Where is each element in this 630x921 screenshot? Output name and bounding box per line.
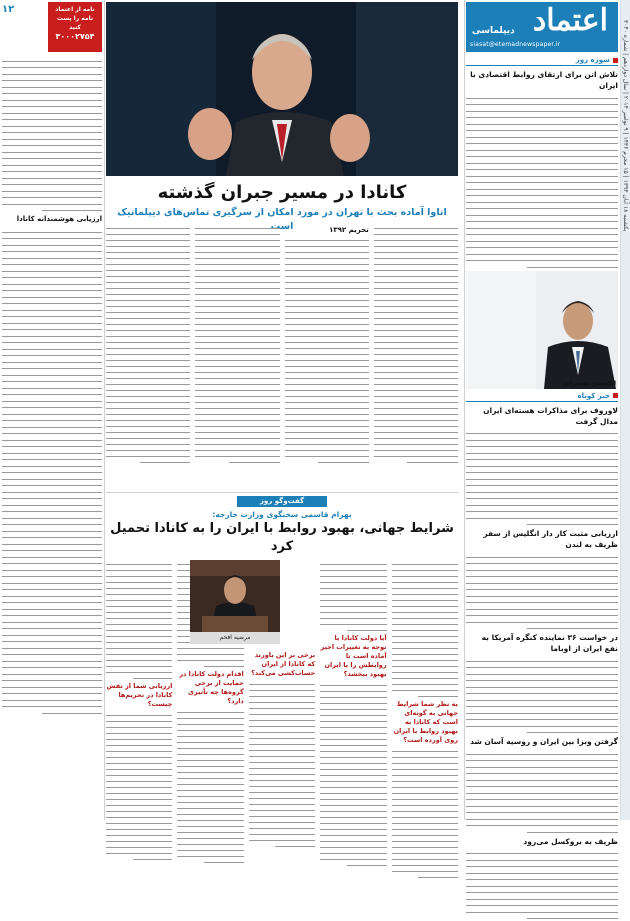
newspaper-logo: اعتماد (532, 3, 608, 38)
article-column (106, 224, 190, 465)
dateline-strip (620, 0, 630, 820)
interview-tag: گفت‌وگو روز (237, 496, 327, 507)
body-text (392, 747, 458, 878)
badge-line: نامه را پست کنید (56, 15, 94, 31)
section-name: دیپلماسی (472, 26, 515, 36)
lead-headline: تلاش اتن برای ارتقای روابط اقتصادی با ایران (470, 70, 618, 90)
dateline: یکشنبه ۱۸ آبان ۱۳۹۳ | ۱۵ محرم ۱۴۳۶ | ۹ نوامبر ۲۰۱۴ | سال دوازدهم | شماره ۳۰۴۰ (622, 20, 629, 232)
column-label: سوژه روز (466, 56, 618, 66)
body-text (466, 656, 618, 733)
interview-photo (190, 560, 280, 632)
body-text (285, 236, 369, 463)
interview-kicker: بهرام قاسمی سخنگوی وزارت خارجه: (212, 510, 352, 519)
badge-number: ۳۰۰۰۲۷۵۴ (55, 32, 95, 41)
interview-question: ارزیابی شما از نقش کانادا در تحریم‌ها چیست؟ (106, 682, 173, 708)
article-column (374, 224, 458, 465)
interview-columns (106, 560, 458, 880)
news-headline: ارزیابی مثبت کار دار انگلیس از سفر ظریف به لندن (483, 529, 618, 549)
subheading: تحریم ۱۳۹۲ (329, 226, 369, 234)
body-text (392, 560, 458, 697)
masthead (466, 2, 618, 52)
body-text (374, 224, 458, 463)
interview-section (106, 496, 458, 845)
body-text (466, 429, 618, 526)
column-divider (104, 0, 105, 820)
body-text (466, 849, 618, 920)
section-divider (106, 492, 458, 493)
portrait-photo (466, 271, 618, 389)
news-headline: لاوروف برای مذاکرات هسته‌ای ایران مدال گرفت (483, 405, 618, 426)
portrait-caption: الکسیس تسیپراس (561, 379, 616, 387)
red-square-icon (613, 58, 618, 63)
body-text (320, 560, 386, 631)
main-subtitle: اتاوا آماده بحث با تهران در مورد امکان از سرگیری تماس‌های دیپلماتیک است (117, 207, 447, 232)
portrait-illustration (466, 271, 618, 389)
spokesperson-illustration (190, 560, 280, 632)
minister-illustration (106, 2, 458, 176)
column-divider (464, 0, 465, 820)
article-column (195, 224, 279, 465)
left-column (2, 2, 102, 716)
interview-column (320, 560, 386, 880)
main-photo (106, 2, 458, 176)
body-text (320, 681, 386, 866)
article-column (285, 224, 369, 465)
body-text (177, 708, 243, 863)
interview-question: به نظر شما شرایط جهانی به گونه‌ای است که کانادا به بهبود روابط با ایران روی آورده است؟ (393, 700, 458, 744)
red-square-icon (613, 393, 618, 398)
body-text (466, 552, 618, 629)
interview-headline: شرایط جهانی، بهبود روابط با ایران را به کانادا تحمیل کرد (110, 521, 454, 554)
news-headline: گرفتن وبزا بین ایران و روسیه آسان شد (470, 737, 618, 746)
interview-column (392, 560, 458, 880)
body-text (466, 93, 618, 268)
section-email: siasat@etemadnewspaper.ir (470, 41, 561, 48)
promo-badge (48, 2, 102, 52)
interview-photo-caption: مرضیه افخم (190, 632, 280, 644)
badge-line: نامه از اعتماد (55, 6, 95, 13)
body-text (195, 224, 279, 463)
body-text (2, 56, 102, 211)
main-headline: کانادا در مسیر جبران گذشته (157, 182, 407, 203)
body-text (2, 227, 102, 714)
interview-question: آیا دولت کانادا با توجه به تغییرات اخیر آماده است تا روابطش را با ایران بهبود ببخشد؟ (320, 634, 387, 678)
interview-question: اقدام دولت کانادا در حمایت از برخی گروه‌ها چه تأثیری دارد؟ (179, 670, 244, 705)
page-number: ۱۲ (2, 4, 15, 15)
main-article-body (106, 224, 458, 465)
body-text (466, 749, 618, 833)
body-text (106, 711, 172, 860)
interview-body (106, 560, 458, 845)
news-headline: ظریف به بروکسل می‌رود (523, 836, 618, 846)
right-column (466, 56, 618, 921)
left-headline: ارزیابی هوشمندانه کانادا (16, 215, 102, 223)
news-headline: در خواست ۳۶ نماینده کنگره آمریکا به نفع ایران از اوباما (481, 633, 618, 653)
body-text (106, 560, 172, 679)
column-label: خبر کوتاه (466, 392, 618, 402)
body-text (106, 224, 190, 463)
interview-question: برخی بر این باورند که کانادا از ایران حساب‌کشی می‌کند؟ (251, 651, 316, 677)
interview-column (106, 560, 172, 880)
body-text (249, 680, 315, 847)
